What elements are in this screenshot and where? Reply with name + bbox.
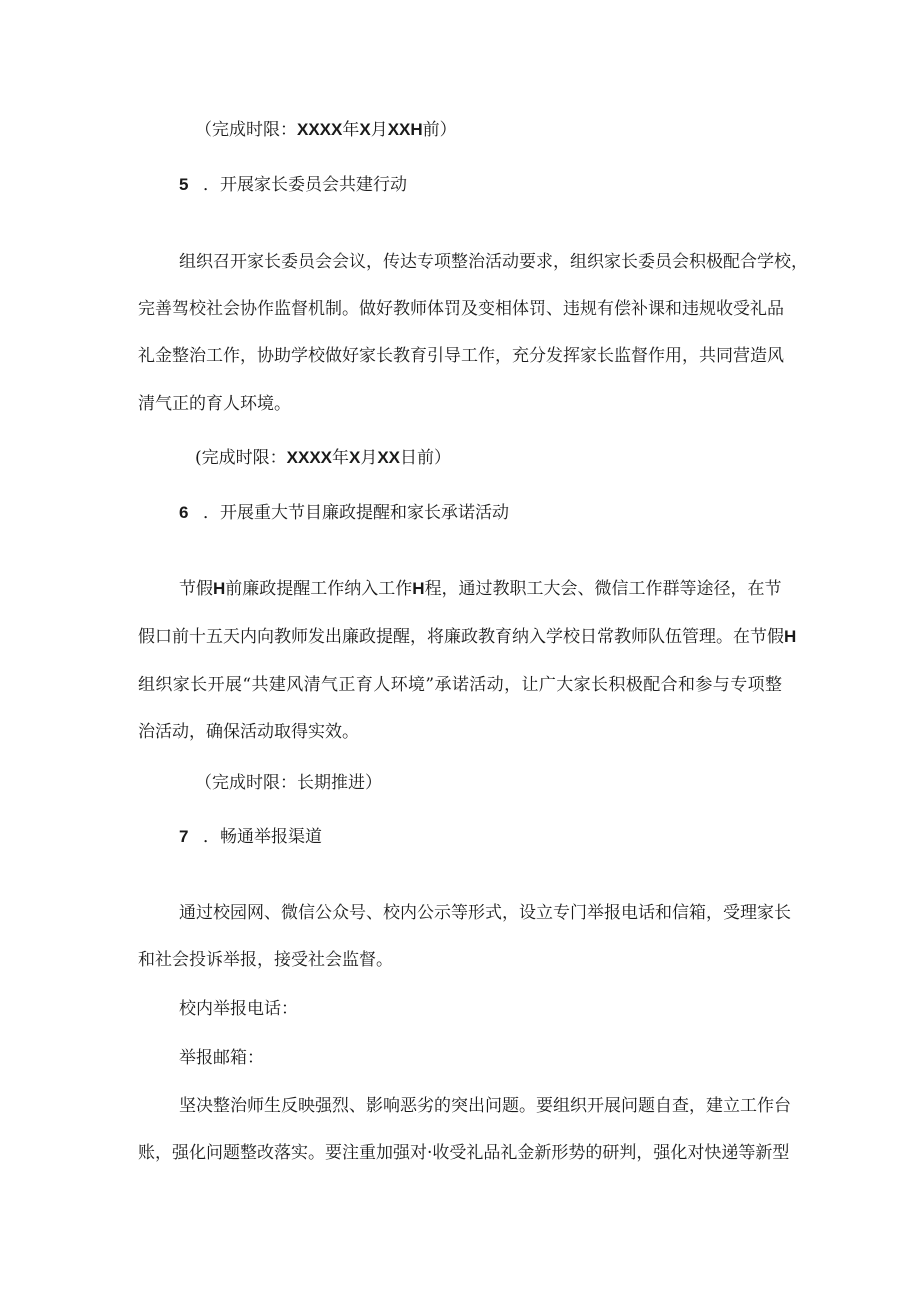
deadline-suffix: 前）: [422, 120, 457, 140]
paragraph-line: [138, 626, 796, 648]
section-heading-7: [179, 826, 322, 848]
text-run: 前廉政提醒工作纳入工作: [225, 579, 413, 599]
report-hotline-label: 校内举报电话：: [179, 999, 298, 1019]
text-run: 节假: [179, 579, 213, 599]
section-heading-5: [179, 174, 407, 196]
section-title: ．开展重大节目廉政提醒和家长承诺活动: [203, 503, 509, 523]
paragraph-line: 完善驾校社会协作监督机制。做好教师体罚及变相体罚、违规有偿补课和违规收受礼品: [138, 299, 784, 319]
text-run: H: [784, 627, 797, 646]
text-run: H: [412, 579, 425, 598]
paragraph-line: 礼金整治工作，协助学校做好家长教育引导工作，充分发挥家长监督作用，共同营造风: [138, 346, 784, 366]
paragraph-line: 组织家长开展“共建风清气正育人环境”承诺活动，让广大家长积极配合和参与专项整: [138, 675, 782, 695]
section-title: ．畅通举报渠道: [203, 827, 322, 847]
deadline-month-char: 月: [360, 448, 378, 468]
deadline-prefix: （完成时限：: [195, 120, 297, 140]
text-run: H: [213, 579, 226, 598]
paragraph-line: 清气正的育人环境。: [138, 394, 291, 414]
deadline-suffix: 日前）: [400, 448, 452, 468]
section-number: 7: [179, 827, 189, 846]
deadline-year: XXXX: [297, 120, 343, 139]
text-run: 程，通过教职工大会、微信工作群等途径，在节: [424, 579, 782, 599]
deadline-year-char: 年: [332, 448, 349, 468]
deadline-prefix: (完成时限：: [195, 448, 287, 468]
section-title: ．开展家长委员会共建行动: [203, 175, 407, 195]
paragraph-line: [179, 578, 782, 600]
deadline-day: XX: [377, 448, 401, 467]
paragraph-line: 坚决整治师生反映强烈、影响恶劣的突出问题。要组织开展问题自查，建立工作台: [179, 1096, 791, 1116]
section-heading-6: [179, 502, 509, 524]
deadline-day: XXH: [387, 120, 423, 139]
section-number: 6: [179, 503, 189, 522]
paragraph-line: 账，强化问题整改落实。要注重加强对·收受礼品礼金新形势的研判，强化对快递等新型: [138, 1143, 790, 1163]
deadline-year-char: 年: [342, 120, 360, 140]
report-mailbox-label: 举报邮箱：: [179, 1048, 264, 1068]
deadline-note: [195, 119, 457, 141]
deadline-note: [195, 447, 451, 469]
paragraph-line: 和社会投诉举报，接受社会监督。: [138, 950, 393, 970]
deadline-month: X: [359, 120, 371, 139]
paragraph-line: 治活动，确保活动取得实效。: [138, 722, 359, 742]
deadline-note: （完成时限：长期推进）: [195, 773, 382, 793]
text-run: 假口前十五天内向教师发出廉政提醒，将廉政教育纳入学校日常教师队伍管理。在节假: [138, 627, 784, 647]
deadline-year: XXXX: [286, 448, 332, 467]
deadline-month: X: [349, 448, 361, 467]
paragraph-line: 通过校园网、微信公众号、校内公示等形式，设立专门举报电话和信箱，受理家长: [179, 903, 791, 923]
paragraph-line: 组织召开家长委员会会议，传达专项整治活动要求，组织家长委员会积极配合学校，: [179, 252, 808, 272]
deadline-month-char: 月: [370, 120, 388, 140]
section-number: 5: [179, 175, 189, 194]
